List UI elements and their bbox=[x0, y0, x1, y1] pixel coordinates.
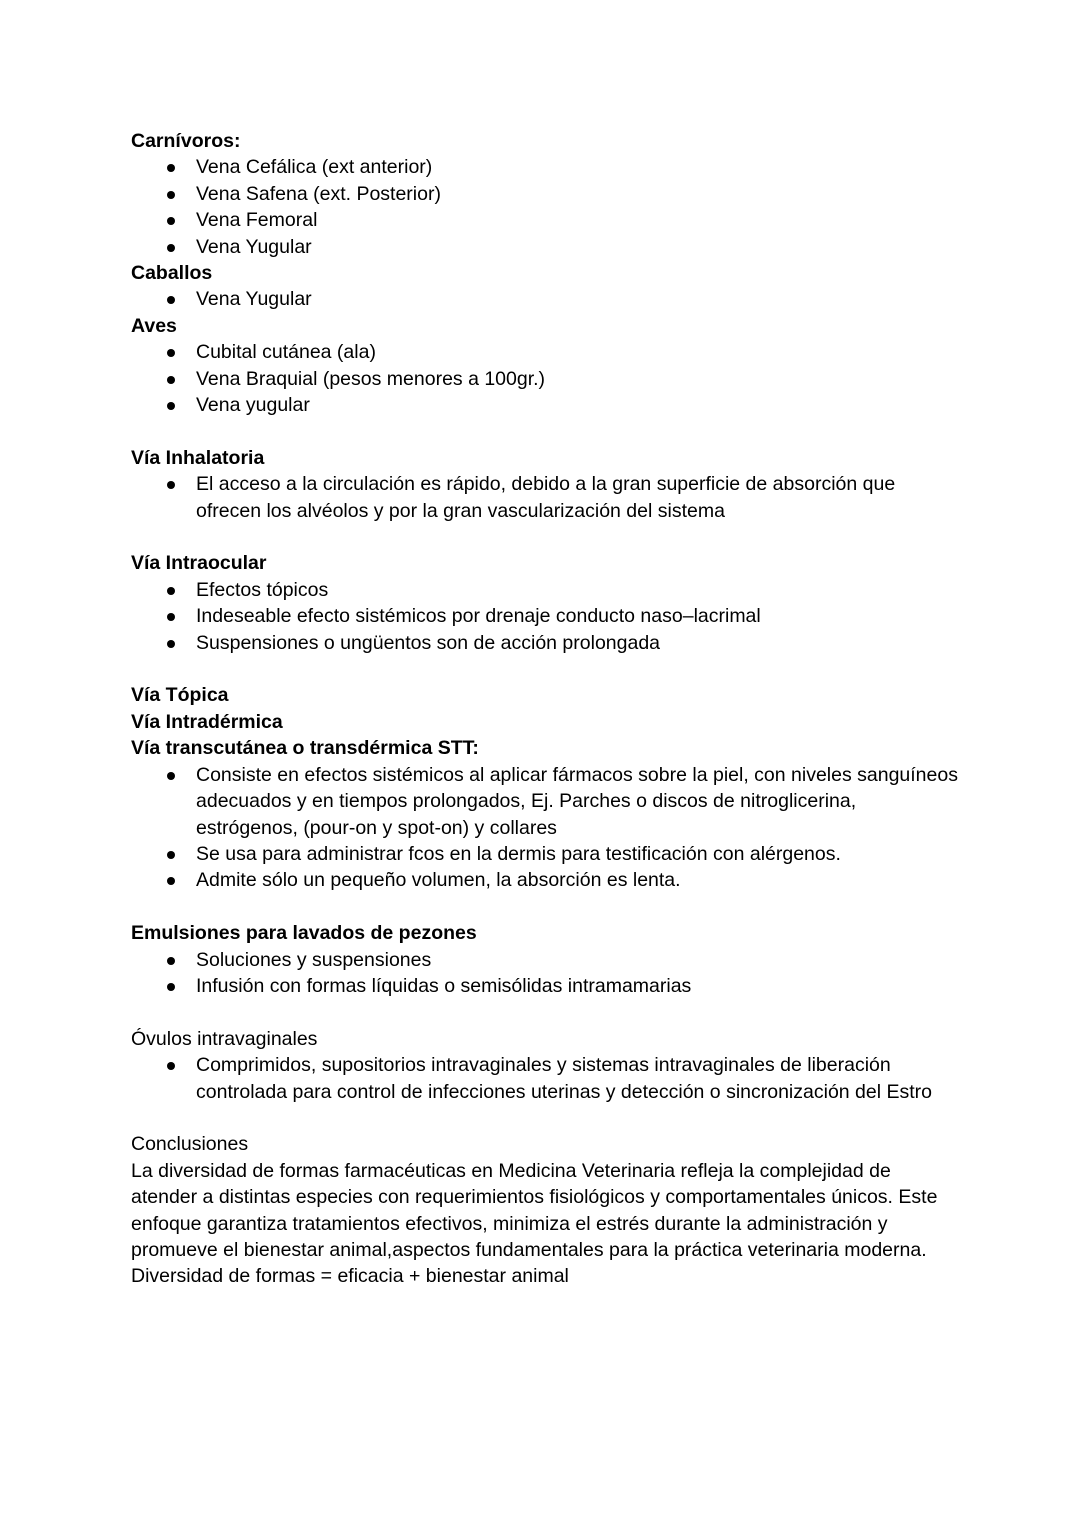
list-item: Admite sólo un pequeño volumen, la absorción es lenta. bbox=[131, 867, 961, 893]
list-via-intraocular bbox=[131, 577, 961, 656]
bullet-icon bbox=[167, 217, 175, 225]
bullet-icon bbox=[167, 851, 175, 859]
list-item: Infusión con formas líquidas o semisólidas intramamarias bbox=[131, 973, 961, 999]
heading-via-intradermica: Vía Intradérmica bbox=[131, 710, 283, 733]
bullet-icon bbox=[167, 296, 175, 304]
bullet-icon bbox=[167, 376, 175, 384]
heading-via-transcutanea: Vía transcutánea o transdérmica STT: bbox=[131, 737, 479, 760]
conclusions-paragraph: La diversidad de formas farmacéuticas en Medicina Veterinaria refleja la complejidad de atender a distintas especies con requerimientos fisiológicos y comportamentales únicos. Este enfoque garantiza tratamientos efectivos, minimiza el estrés durante la administración y promueve el bienestar animal,aspectos fundamentales para la práctica veterinaria moderna. bbox=[131, 1159, 938, 1261]
heading-emulsiones: Emulsiones para lavados de pezones bbox=[131, 922, 477, 945]
bullet-icon bbox=[167, 640, 175, 648]
list-item: Vena Femoral bbox=[131, 207, 961, 233]
document-body bbox=[131, 128, 961, 1290]
spacer bbox=[131, 418, 961, 444]
list-item: Se usa para administrar fcos en la dermis para testificación con alérgenos. bbox=[131, 841, 961, 867]
bullet-icon bbox=[167, 983, 175, 991]
bullet-icon bbox=[167, 1062, 175, 1070]
list-via-transcutanea bbox=[131, 762, 961, 894]
list-item: Soluciones y suspensiones bbox=[131, 947, 961, 973]
spacer bbox=[131, 999, 961, 1025]
list-item: Vena Cefálica (ext anterior) bbox=[131, 154, 961, 180]
list-ovulos-intravaginales bbox=[131, 1052, 961, 1105]
conclusions-summary: Diversidad de formas = eficacia + bienestar animal bbox=[131, 1265, 569, 1288]
bullet-icon bbox=[167, 481, 175, 489]
heading-conclusiones: Conclusiones bbox=[131, 1133, 249, 1156]
heading-caballos: Caballos bbox=[131, 262, 213, 285]
list-item: Vena yugular bbox=[131, 392, 961, 418]
bullet-icon bbox=[167, 772, 175, 780]
bullet-icon bbox=[167, 957, 175, 965]
list-item: Consiste en efectos sistémicos al aplicar fármacos sobre la piel, con niveles sanguíneos adecuados y en tiempos prolongados, Ej. Parches o discos de nitroglicerina, estrógenos, (pour-on y spot-on) y collares bbox=[131, 762, 961, 841]
list-item: Comprimidos, supositorios intravaginales y sistemas intravaginales de liberación controlada para control de infecciones uterinas y detección o sincronización del Estro bbox=[131, 1052, 961, 1105]
list-item: Vena Yugular bbox=[131, 234, 961, 260]
list-item: Indeseable efecto sistémicos por drenaje conducto naso–lacrimal bbox=[131, 603, 961, 629]
bullet-icon bbox=[167, 349, 175, 357]
list-item: Suspensiones o ungüentos son de acción prolongada bbox=[131, 630, 961, 656]
list-item: El acceso a la circulación es rápido, debido a la gran superficie de absorción que ofrecen los alvéolos y por la gran vascularización del sistema bbox=[131, 471, 961, 524]
bullet-icon bbox=[167, 877, 175, 885]
list-item: Vena Yugular bbox=[131, 286, 961, 312]
list-item: Efectos tópicos bbox=[131, 577, 961, 603]
heading-aves: Aves bbox=[131, 314, 177, 337]
list-carnivoros bbox=[131, 154, 961, 260]
heading-via-intraocular: Vía Intraocular bbox=[131, 552, 267, 575]
list-via-inhalatoria bbox=[131, 471, 961, 524]
spacer bbox=[131, 656, 961, 682]
spacer bbox=[131, 894, 961, 920]
list-emulsiones bbox=[131, 947, 961, 1000]
bullet-icon bbox=[167, 613, 175, 621]
bullet-icon bbox=[167, 164, 175, 172]
spacer bbox=[131, 524, 961, 550]
heading-via-topica: Vía Tópica bbox=[131, 684, 229, 707]
list-aves bbox=[131, 339, 961, 418]
list-item: Cubital cutánea (ala) bbox=[131, 339, 961, 365]
spacer bbox=[131, 1105, 961, 1131]
heading-via-inhalatoria: Vía Inhalatoria bbox=[131, 446, 265, 469]
bullet-icon bbox=[167, 587, 175, 595]
list-caballos bbox=[131, 286, 961, 312]
list-item: Vena Safena (ext. Posterior) bbox=[131, 181, 961, 207]
list-item: Vena Braquial (pesos menores a 100gr.) bbox=[131, 366, 961, 392]
heading-ovulos-intravaginales: Óvulos intravaginales bbox=[131, 1027, 318, 1050]
heading-carnivoros: Carnívoros: bbox=[131, 130, 241, 152]
bullet-icon bbox=[167, 191, 175, 199]
bullet-icon bbox=[167, 244, 175, 252]
bullet-icon bbox=[167, 402, 175, 410]
